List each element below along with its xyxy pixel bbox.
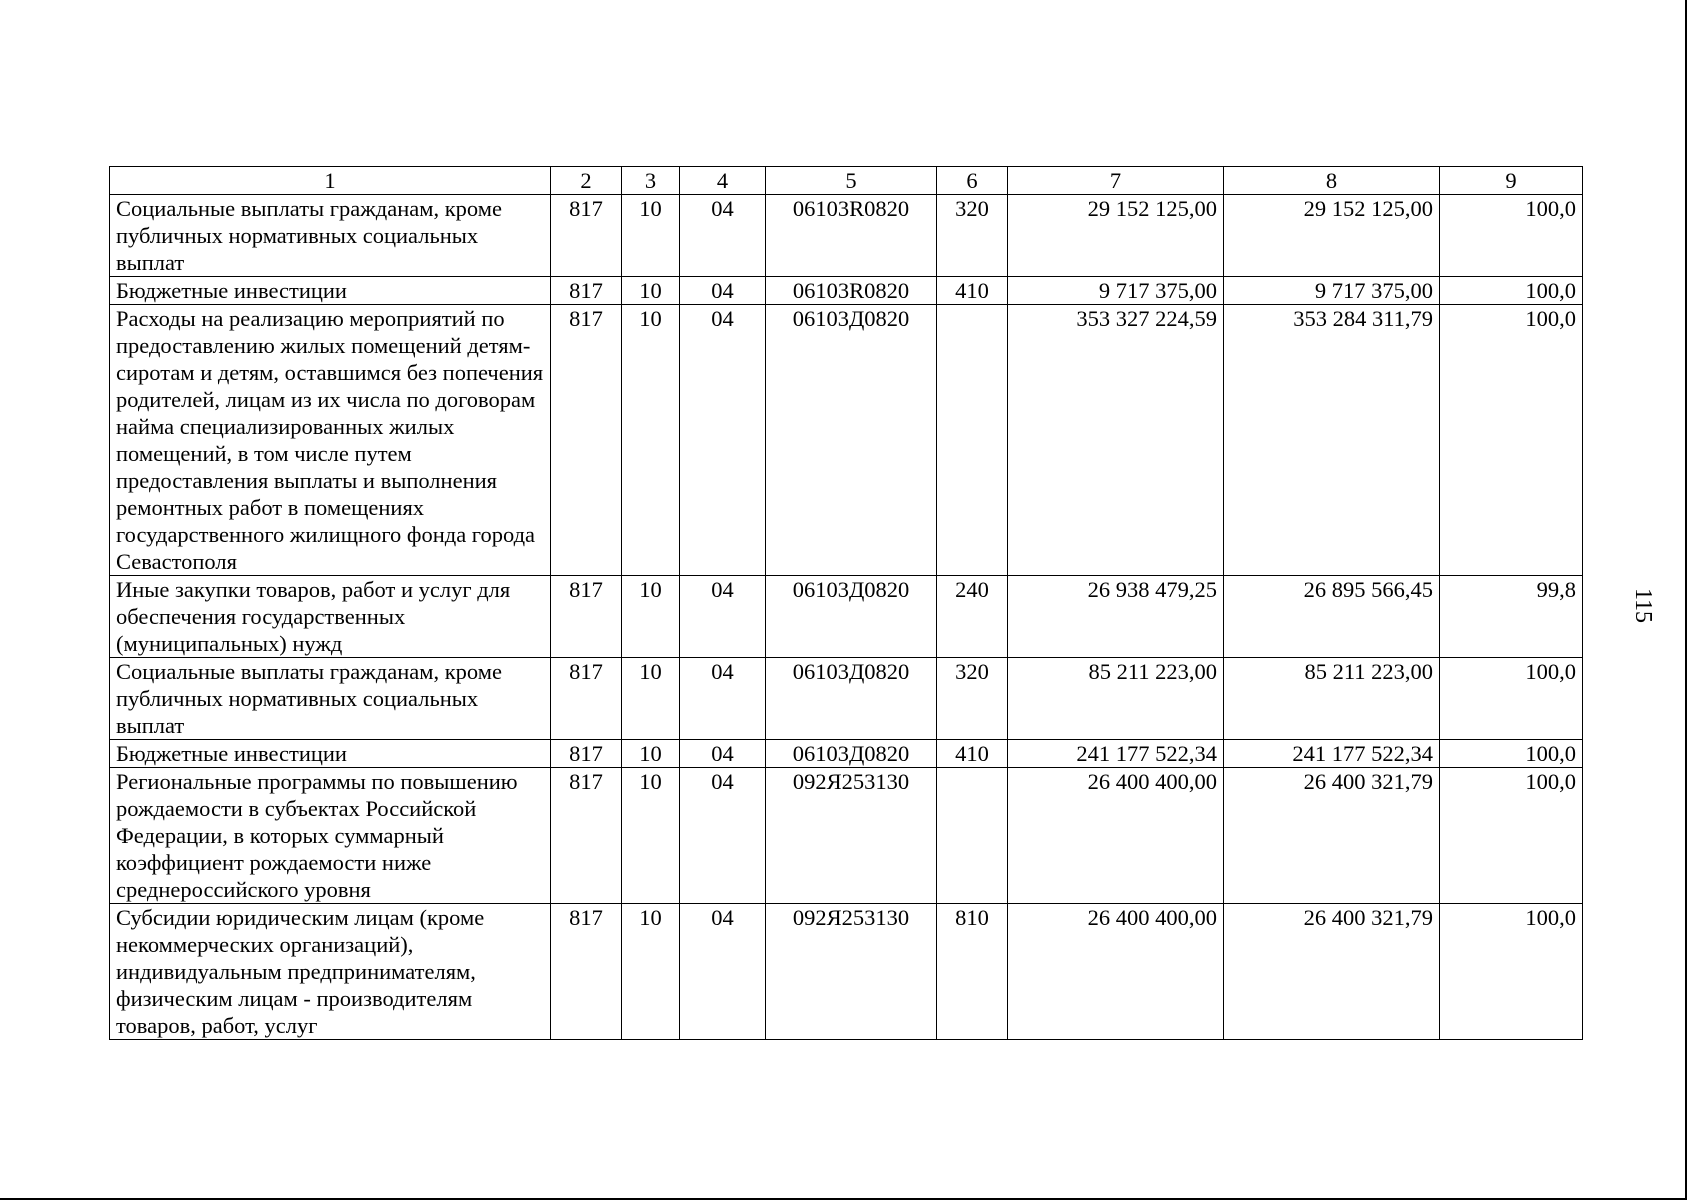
column-header: 8 (1224, 167, 1440, 195)
cell-col-3: 10 (622, 904, 680, 1040)
table-row (110, 195, 1583, 277)
cell-col-3: 10 (622, 740, 680, 768)
row-description: Региональные программы по повышению рождаемости в субъектах Российской Федерации, в которых суммарный коэффициент рождаемости ниже среднероссийского уровня (110, 768, 551, 904)
column-header: 5 (766, 167, 937, 195)
cell-col-5: 06103R0820 (766, 277, 937, 305)
cell-col-2: 817 (551, 576, 622, 658)
cell-col-4: 04 (680, 195, 766, 277)
cell-col-7: 85 211 223,00 (1008, 658, 1224, 740)
cell-col-2: 817 (551, 277, 622, 305)
cell-col-8: 353 284 311,79 (1224, 305, 1440, 576)
cell-col-8: 241 177 522,34 (1224, 740, 1440, 768)
cell-col-8: 26 400 321,79 (1224, 768, 1440, 904)
cell-col-7: 29 152 125,00 (1008, 195, 1224, 277)
cell-col-4: 04 (680, 658, 766, 740)
cell-col-5: 06103Д0820 (766, 658, 937, 740)
table-row (110, 768, 1583, 904)
cell-col-8: 9 717 375,00 (1224, 277, 1440, 305)
cell-col-5: 06103Д0820 (766, 740, 937, 768)
cell-col-2: 817 (551, 305, 622, 576)
cell-col-3: 10 (622, 195, 680, 277)
cell-col-6: 810 (937, 904, 1008, 1040)
cell-col-4: 04 (680, 904, 766, 1040)
row-description: Иные закупки товаров, работ и услуг для обеспечения государственных (муниципальных) нужд (110, 576, 551, 658)
column-header: 1 (110, 167, 551, 195)
cell-col-4: 04 (680, 768, 766, 904)
budget-table (109, 166, 1583, 1040)
row-description: Бюджетные инвестиции (110, 277, 551, 305)
cell-col-5: 06103Д0820 (766, 576, 937, 658)
column-header: 4 (680, 167, 766, 195)
cell-col-6: 410 (937, 740, 1008, 768)
cell-col-8: 85 211 223,00 (1224, 658, 1440, 740)
table-row (110, 658, 1583, 740)
row-description: Расходы на реализацию мероприятий по предоставлению жилых помещений детям-сиротам и детям, оставшимся без попечения родителей, лицам из их числа по договорам найма специализированных жилых помещений, в том числе путем предоставления выплаты и выполнения ремонтных работ в помещениях государственного жилищного фонда города Севастополя (110, 305, 551, 576)
cell-col-5: 06103R0820 (766, 195, 937, 277)
cell-col-3: 10 (622, 768, 680, 904)
cell-col-6: 320 (937, 658, 1008, 740)
row-description: Социальные выплаты гражданам, кроме публичных нормативных социальных выплат (110, 658, 551, 740)
row-description: Субсидии юридическим лицам (кроме некоммерческих организаций), индивидуальным предпринимателям, физическим лицам - производителям товаров, работ, услуг (110, 904, 551, 1040)
cell-col-9: 100,0 (1440, 305, 1583, 576)
cell-col-7: 353 327 224,59 (1008, 305, 1224, 576)
table-header-row (110, 167, 1583, 195)
cell-col-4: 04 (680, 277, 766, 305)
cell-col-5: 092Я253130 (766, 768, 937, 904)
cell-col-2: 817 (551, 658, 622, 740)
row-description: Социальные выплаты гражданам, кроме публичных нормативных социальных выплат (110, 195, 551, 277)
cell-col-8: 26 400 321,79 (1224, 904, 1440, 1040)
column-header: 3 (622, 167, 680, 195)
cell-col-9: 100,0 (1440, 740, 1583, 768)
cell-col-9: 100,0 (1440, 195, 1583, 277)
column-header: 9 (1440, 167, 1583, 195)
table-row (110, 904, 1583, 1040)
cell-col-9: 100,0 (1440, 904, 1583, 1040)
cell-col-6 (937, 305, 1008, 576)
cell-col-7: 26 400 400,00 (1008, 904, 1224, 1040)
table-row (110, 277, 1583, 305)
table-row (110, 576, 1583, 658)
cell-col-7: 241 177 522,34 (1008, 740, 1224, 768)
cell-col-3: 10 (622, 277, 680, 305)
cell-col-2: 817 (551, 768, 622, 904)
cell-col-9: 99,8 (1440, 576, 1583, 658)
cell-col-6: 240 (937, 576, 1008, 658)
cell-col-3: 10 (622, 658, 680, 740)
cell-col-9: 100,0 (1440, 658, 1583, 740)
cell-col-4: 04 (680, 576, 766, 658)
cell-col-6: 410 (937, 277, 1008, 305)
cell-col-5: 06103Д0820 (766, 305, 937, 576)
cell-col-9: 100,0 (1440, 277, 1583, 305)
cell-col-8: 29 152 125,00 (1224, 195, 1440, 277)
cell-col-9: 100,0 (1440, 768, 1583, 904)
cell-col-5: 092Я253130 (766, 904, 937, 1040)
table-row (110, 305, 1583, 576)
cell-col-7: 26 938 479,25 (1008, 576, 1224, 658)
column-header: 7 (1008, 167, 1224, 195)
cell-col-6: 320 (937, 195, 1008, 277)
cell-col-7: 26 400 400,00 (1008, 768, 1224, 904)
cell-col-3: 10 (622, 305, 680, 576)
cell-col-3: 10 (622, 576, 680, 658)
cell-col-8: 26 895 566,45 (1224, 576, 1440, 658)
cell-col-2: 817 (551, 904, 622, 1040)
cell-col-6 (937, 768, 1008, 904)
row-description: Бюджетные инвестиции (110, 740, 551, 768)
cell-col-4: 04 (680, 740, 766, 768)
cell-col-7: 9 717 375,00 (1008, 277, 1224, 305)
cell-col-2: 817 (551, 195, 622, 277)
table-row (110, 740, 1583, 768)
page-number: 115 (1630, 587, 1657, 624)
cell-col-2: 817 (551, 740, 622, 768)
cell-col-4: 04 (680, 305, 766, 576)
column-header: 2 (551, 167, 622, 195)
column-header: 6 (937, 167, 1008, 195)
